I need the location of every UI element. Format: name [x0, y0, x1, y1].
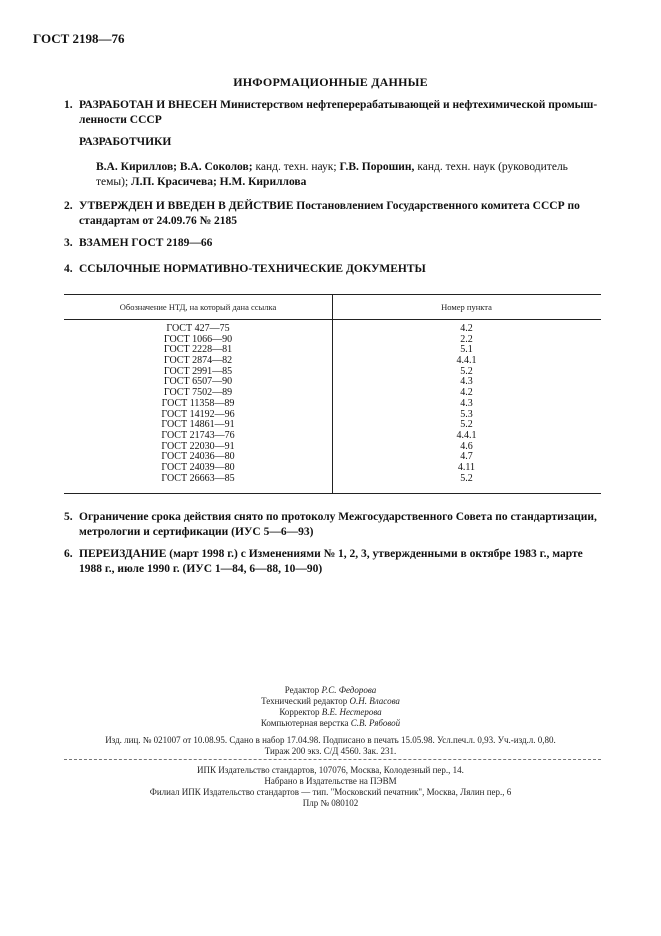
table-cell-document: ГОСТ 14861—91 — [161, 419, 235, 431]
section-text-cont: стандартам от 24.09.76 № 2185 — [79, 215, 238, 227]
section-text-cont: ленности СССР — [79, 114, 162, 126]
section-number: 5. — [64, 511, 73, 523]
page-title: ИНФОРМАЦИОННЫЕ ДАННЫЕ — [233, 75, 428, 89]
table-cell-clause: 5.2 — [460, 419, 473, 431]
publisher-line-4: Плр № 080102 — [302, 798, 359, 808]
table-cell-document: ГОСТ 2874—82 — [163, 355, 233, 367]
section-3 — [64, 236, 601, 251]
table-cell-document: ГОСТ 7502—89 — [163, 387, 233, 399]
table-row — [64, 377, 601, 388]
table-cell-document: ГОСТ 2228—81 — [163, 344, 233, 356]
table-row — [64, 345, 601, 356]
table-cell-clause: 5.3 — [460, 408, 473, 420]
section-number: 6. — [64, 548, 73, 560]
section-5 — [64, 510, 601, 540]
table-cell-clause: 4.3 — [460, 376, 473, 388]
table-cell-clause: 5.2 — [460, 472, 473, 484]
developers-heading: РАЗРАБОТЧИКИ — [79, 136, 172, 148]
developers-names-3: Л.П. Красичева; Н.М. Кириллова — [131, 176, 307, 188]
print-details-line-2: Тираж 200 экз. С/Д 4560. Зак. 231. — [264, 746, 397, 756]
section-text: Ограничение срока действия снято по протоколу Межгосударственного Совета по стандартизации, — [79, 511, 597, 523]
section-text: ПЕРЕИЗДАНИЕ (март 1998 г.) с Изменениями № 1, 2, 3, утвержденными в октябре 1983 г., марте — [79, 548, 583, 560]
imprint-print-details — [0, 735, 661, 757]
publisher-line-2: Набрано в Издательстве на ПЭВМ — [264, 776, 397, 786]
developers-names-2: Г.В. Порошин, — [339, 161, 415, 173]
section-4 — [64, 262, 601, 277]
table-cell-clause: 4.4.1 — [456, 429, 477, 441]
table-cell-clause: 4.4.1 — [456, 355, 477, 367]
table-row — [64, 410, 601, 421]
publisher-line-1: ИПК Издательство стандартов, 107076, Москва, Колодезный пер., 14. — [197, 765, 464, 775]
section-text: УТВЕРЖДЕН И ВВЕДЕН В ДЕЙСТВИЕ Постановлением Государственного комитета СССР по — [79, 200, 580, 212]
table-cell-document: ГОСТ 22030—91 — [161, 440, 235, 452]
table-cell-document: ГОСТ 14192—96 — [161, 408, 235, 420]
table-cell-document: ГОСТ 24039—80 — [161, 461, 235, 473]
imprint-publisher — [0, 765, 661, 809]
table-row — [64, 356, 601, 367]
section-text: ССЫЛОЧНЫЕ НОРМАТИВНО-ТЕХНИЧЕСКИЕ ДОКУМЕНТЫ — [79, 263, 426, 275]
table-row — [64, 463, 601, 474]
table-cell-clause: 4.2 — [460, 323, 473, 334]
table-cell-clause: 4.3 — [460, 397, 473, 409]
table-row — [64, 431, 601, 442]
developers-names-1: В.А. Кириллов; В.А. Соколов; — [96, 161, 253, 173]
table-cell-document: ГОСТ 21743—76 — [161, 429, 235, 441]
table-row — [64, 367, 601, 378]
table-col-header-document: Обозначение НТД, на который дана ссылка — [119, 302, 277, 312]
table-row — [64, 452, 601, 463]
print-details-line-1: Изд. лиц. № 021007 от 10.08.95. Сдано в набор 17.04.98. Подписано в печать 15.05.98. Усл.печ.л. 0,93. Уч.-изд.л. 0,80. — [105, 735, 556, 745]
section-2 — [64, 199, 601, 229]
section-text-cont: метрологии и сертификации (ИУС 5—6—93) — [79, 526, 314, 538]
section-1 — [64, 98, 601, 128]
table-cell-document: ГОСТ 26663—85 — [161, 472, 235, 484]
table-cell-clause: 4.6 — [460, 440, 473, 452]
section-6 — [64, 547, 601, 577]
table-cell-document: ГОСТ 24036—80 — [161, 451, 235, 463]
reference-table-body — [64, 324, 601, 484]
table-cell-clause: 5.2 — [460, 365, 473, 377]
table-cell-document: ГОСТ 6507—90 — [163, 376, 233, 388]
table-cell-clause: 4.2 — [460, 387, 473, 399]
table-cell-clause: 4.7 — [460, 451, 473, 463]
table-col-header-clause: Номер пункта — [441, 302, 492, 312]
table-cell-document: ГОСТ 427—75 — [166, 323, 230, 334]
developers-list — [96, 160, 601, 190]
imprint-divider — [64, 759, 601, 760]
credit-editor: Редактор Р.С. Федорова — [284, 685, 377, 695]
standard-code-header: ГОСТ 2198—76 — [33, 31, 125, 46]
table-row — [64, 324, 601, 335]
section-number: 1. — [64, 99, 73, 111]
table-cell-clause: 5.1 — [460, 344, 473, 356]
table-row — [64, 399, 601, 410]
table-row — [64, 420, 601, 431]
developers-degree-2: канд. техн. наук (руководитель — [414, 161, 568, 173]
section-text: РАЗРАБОТАН И ВНЕСЕН Министерством нефтеперерабатывающей и нефтехимической промыш- — [79, 99, 598, 111]
table-row — [64, 335, 601, 346]
table-cell-document: ГОСТ 11358—89 — [161, 397, 235, 409]
table-cell-clause: 4.11 — [457, 461, 476, 473]
imprint-credits — [0, 685, 661, 729]
table-cell-clause: 2.2 — [460, 333, 473, 345]
table-cell-document: ГОСТ 1066—90 — [163, 333, 233, 345]
section-text: ВЗАМЕН ГОСТ 2189—66 — [79, 237, 213, 249]
section-number: 2. — [64, 200, 73, 212]
credit-corrector: Корректор В.Е. Нестерова — [279, 707, 382, 717]
credit-tech-editor: Технический редактор О.Н. Власова — [261, 696, 400, 706]
section-number: 3. — [64, 237, 73, 249]
table-row — [64, 388, 601, 399]
table-row — [64, 474, 601, 485]
developers-degree-1: канд. техн. наук; — [252, 161, 340, 173]
table-bottom-rule — [64, 493, 601, 494]
section-text-cont: 1988 г., июле 1990 г. (ИУС 1—84, 6—88, 10—90) — [79, 563, 323, 575]
publisher-line-3: Филиал ИПК Издательство стандартов — тип. "Московский печатник", Москва, Лялин пер., 6 — [149, 787, 512, 797]
section-number: 4. — [64, 263, 73, 275]
credit-layout: Компьютерная верстка С.В. Рябовой — [260, 718, 401, 728]
table-row — [64, 442, 601, 453]
developers-role: темы); — [96, 176, 132, 188]
table-cell-document: ГОСТ 2991—85 — [163, 365, 233, 377]
